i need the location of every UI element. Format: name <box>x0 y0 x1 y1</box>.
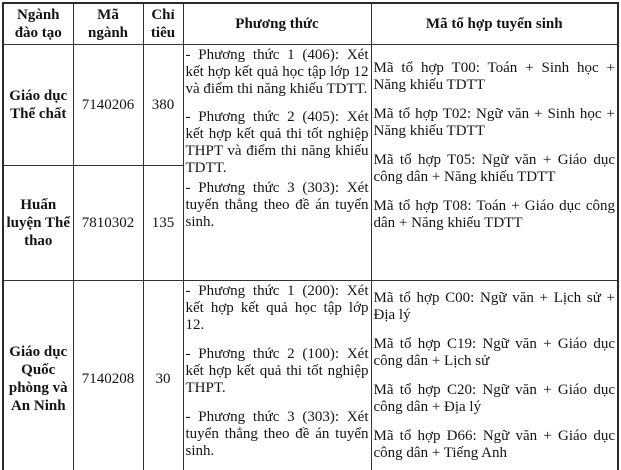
table-row-physical-education <box>3 45 618 166</box>
header-major-code: Mã ngành <box>73 3 143 45</box>
major-name: Huấn luyện Thể thao <box>3 166 73 281</box>
methods-cell-group-2 <box>183 281 371 470</box>
quota-value: 380 <box>143 45 183 166</box>
method-item: - Phương thức 1 (406): Xét kết hợp kết quả học tập lớp 12 và điểm thi năng khiếu TDTT. <box>185 47 369 97</box>
combination-item: Mã tổ hợp C20: Ngữ văn + Giáo dục công dân + Địa lý <box>373 382 615 415</box>
combination-item: Mã tổ hợp T00: Toán + Sinh học + Năng khiếu TDTT <box>373 60 615 93</box>
table-row-national-defense <box>3 281 618 470</box>
major-code: 7140206 <box>73 45 143 166</box>
combination-item: Mã tổ hợp D66: Ngữ văn + Giáo dục công dân + Tiếng Anh <box>373 428 615 461</box>
header-combination: Mã tổ hợp tuyển sinh <box>371 3 618 45</box>
header-row <box>3 3 618 45</box>
methods-cell-group-1 <box>183 45 371 281</box>
major-name: Giáo dục Thể chất <box>3 45 73 166</box>
combinations-cell-group-2 <box>371 281 618 470</box>
combination-item: Mã tổ hợp C19: Ngữ văn + Giáo dục công dân + Lịch sử <box>373 336 615 369</box>
method-item: - Phương thức 3 (303): Xét tuyển thẳng theo đề án tuyển sinh. <box>185 409 369 459</box>
quota-value: 30 <box>143 281 183 470</box>
combinations-cell-group-1 <box>371 45 618 281</box>
header-quota: Chỉ tiêu <box>143 3 183 45</box>
method-item: - Phương thức 1 (200): Xét kết hợp kết quả học tập lớp 12. <box>185 283 369 333</box>
combination-item: Mã tổ hợp T02: Ngữ văn + Sinh học + Năng khiếu TDTT <box>373 106 615 139</box>
method-item: - Phương thức 3 (303): Xét tuyển thẳng theo đề án tuyển sinh. <box>185 180 369 230</box>
header-method: Phương thức <box>183 3 371 45</box>
quota-value: 135 <box>143 166 183 281</box>
combination-item: Mã tổ hợp C00: Ngữ văn + Lịch sử + Địa lý <box>373 290 615 323</box>
method-item: - Phương thức 2 (405): Xét kết hợp kết quả thi tốt nghiệp THPT và điểm thi năng khiếu TDTT. <box>185 109 369 176</box>
major-code: 7810302 <box>73 166 143 281</box>
major-code: 7140208 <box>73 281 143 470</box>
header-major: Ngành đào tạo <box>3 3 73 45</box>
admission-table <box>2 2 619 470</box>
combination-item: Mã tổ hợp T05: Ngữ văn + Giáo dục công dân + Năng khiếu TDTT <box>373 152 615 185</box>
combination-item: Mã tổ hợp T08: Toán + Giáo dục công dân + Năng khiếu TDTT <box>373 198 615 231</box>
method-item: - Phương thức 2 (100): Xét kết hợp kết quả thi tốt nghiệp THPT. <box>185 346 369 396</box>
major-name: Giáo dục Quốc phòng và An Ninh <box>3 281 73 470</box>
